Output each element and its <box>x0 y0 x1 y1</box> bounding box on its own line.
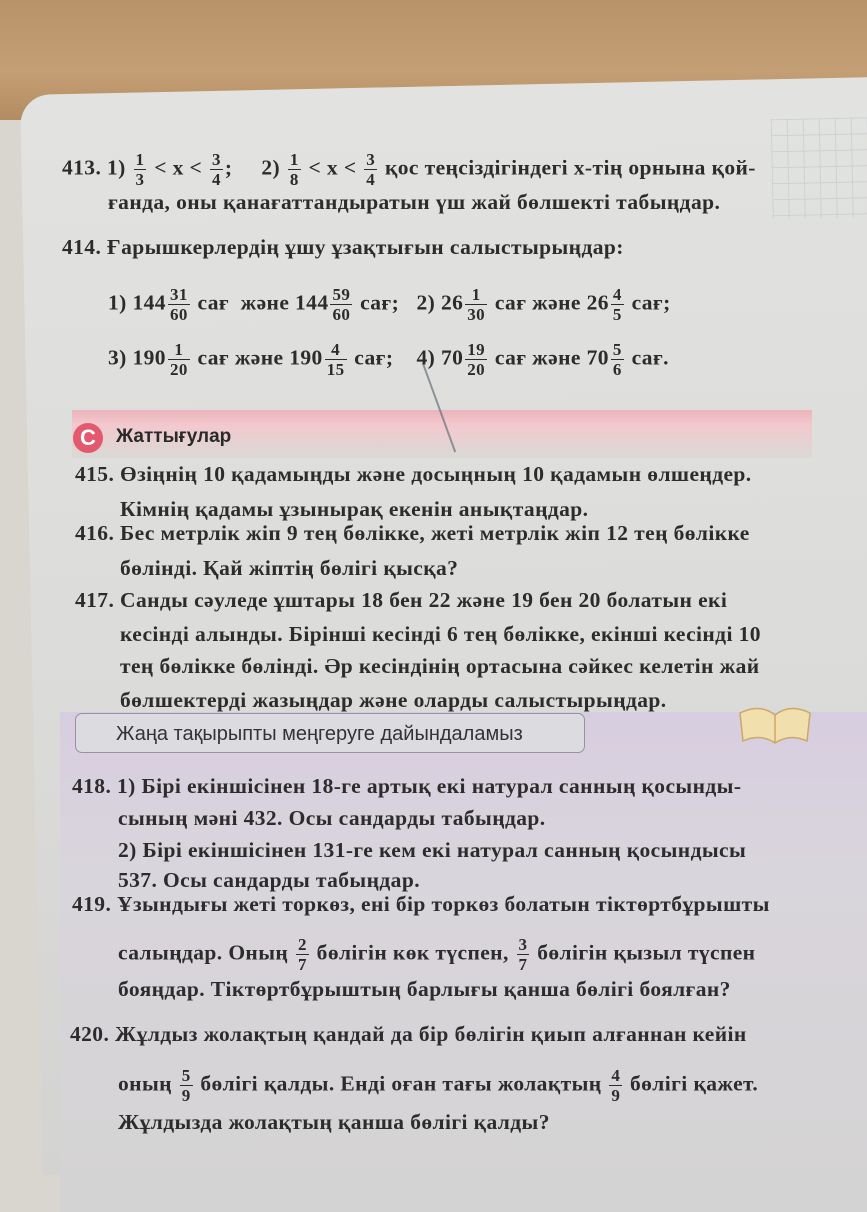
denominator: 5 <box>612 305 622 324</box>
denominator: 4 <box>366 170 376 189</box>
denominator: 7 <box>297 955 307 974</box>
text-segment: бөлшектерді жазыңдар және оларды салыстырыңдар. <box>120 688 667 712</box>
denominator: 30 <box>467 305 486 324</box>
problem-417-line <box>120 688 667 713</box>
fraction <box>180 1066 193 1105</box>
text-segment: бөлігі қажет. <box>624 1071 759 1096</box>
denominator: 3 <box>135 170 145 189</box>
text-segment: сының мәні 432. Осы сандарды табыңдар. <box>118 806 546 830</box>
text-segment: қос теңсіздігіндегі x-тің орнына қой- <box>379 155 756 180</box>
text-segment: сағ және 70 <box>489 345 609 370</box>
problem-413-line <box>62 150 756 189</box>
text-segment: бояңдар. Тіктөртбұрыштың барлығы қанша бөлігі боялған? <box>118 977 731 1001</box>
denominator: 4 <box>211 170 221 189</box>
denominator: 15 <box>326 360 345 379</box>
text-segment: ғанда, оны қанағаттандыратын үш жай бөлшекті табыңдар. <box>108 190 721 214</box>
text-segment: сағ; <box>625 290 671 315</box>
denominator: 9 <box>181 1086 191 1105</box>
text-segment: сағ және 144 <box>191 290 329 315</box>
text-segment: кесінді алынды. Бірінші кесінді 6 тең бөлікке, екінші кесінді 10 <box>120 622 761 646</box>
numerator: 2 <box>297 935 307 954</box>
text-segment: оның <box>118 1071 178 1096</box>
numerator: 5 <box>612 340 622 359</box>
numerator: 4 <box>611 1066 621 1085</box>
problem-number: 418. <box>72 774 112 798</box>
fraction <box>609 1066 622 1105</box>
fraction <box>288 150 301 189</box>
problem-414-line <box>108 340 669 379</box>
fraction <box>134 150 147 189</box>
text-segment: < x < <box>302 155 363 180</box>
fraction <box>168 340 190 379</box>
text-segment: бөлігін қызыл түспен <box>531 940 756 965</box>
section-title: Жаттығулар <box>116 426 232 447</box>
text-segment: сағ; 4) 70 <box>348 345 464 370</box>
open-book-icon <box>735 703 815 745</box>
problem-number: 415. <box>75 462 115 486</box>
numerator: 4 <box>612 285 622 304</box>
problem-420-line <box>70 1022 747 1047</box>
denominator: 20 <box>169 360 188 379</box>
text-segment: Ғарышкерлердің ұшу ұзақтығын салыстырыңдар: <box>107 235 624 259</box>
text-segment: 1) Бірі екіншісінен 18-ге артық екі натурал санның қосынды- <box>117 774 742 798</box>
text-segment: салыңдар. Оның <box>118 940 294 965</box>
text-segment: 1) <box>107 155 132 180</box>
fraction <box>210 150 223 189</box>
text-segment: 537. Осы сандарды табыңдар. <box>118 868 420 892</box>
problem-number: 420. <box>70 1022 110 1046</box>
problem-418-line <box>118 838 746 863</box>
problem-418-line <box>72 774 741 799</box>
problem-416-line <box>120 556 458 581</box>
numerator: 5 <box>181 1066 191 1085</box>
graph-paper-corner <box>771 117 867 219</box>
problem-415-line <box>120 497 588 522</box>
text-segment: < x < <box>148 155 208 180</box>
text-segment: Ұзындығы жеті торкөз, ені бір торкөз болатын тіктөртбұрышты <box>117 892 770 916</box>
fraction <box>465 340 487 379</box>
fraction <box>168 285 190 324</box>
numerator: 4 <box>325 340 347 360</box>
text-segment: 1) 144 <box>108 290 166 315</box>
prep-box-title: Жаңа тақырыпты меңгеруге дайындаламыз <box>75 713 585 753</box>
text-segment: сағ және 26 <box>489 290 609 315</box>
numerator: 3 <box>366 150 376 169</box>
numerator: 3 <box>211 150 221 169</box>
text-segment: тең бөлікке бөлінді. Әр кесіндінің ортасына сәйкес келетін жай <box>120 654 760 678</box>
text-segment: 2) Бірі екіншісінен 131-ге кем екі натурал санның қосындысы <box>118 838 747 862</box>
text-segment: 3) 190 <box>108 345 166 370</box>
problem-number: 417. <box>75 588 115 612</box>
fraction <box>330 285 352 324</box>
denominator: 6 <box>612 360 622 379</box>
problem-number: 416. <box>75 521 115 545</box>
numerator: 1 <box>465 285 487 305</box>
denominator: 8 <box>289 170 299 189</box>
denominator: 60 <box>169 305 188 324</box>
problem-418-line <box>118 806 546 831</box>
fraction <box>465 285 487 324</box>
problem-419-line <box>118 977 731 1002</box>
problem-417-line <box>120 622 761 647</box>
text-segment: сағ және 190 <box>191 345 323 370</box>
text-segment: бөлігі қалды. Енді оған тағы жолақтың <box>194 1071 608 1096</box>
fraction <box>517 935 530 974</box>
problem-417-line <box>120 654 760 679</box>
text-segment: ; 2) <box>224 155 286 180</box>
numerator: 19 <box>467 340 486 359</box>
text-segment: Санды сәуледе ұштары 18 бен 22 және 19 бен 20 болатын екі <box>120 588 728 612</box>
problem-413-line <box>108 190 720 215</box>
text-segment: Өзіңнің 10 қадамыңды және досыңның 10 қадамын өлшеңдер. <box>120 462 752 486</box>
numerator: 59 <box>332 285 351 304</box>
problem-414-line <box>62 235 624 260</box>
problem-415-line <box>75 462 752 487</box>
text-segment: Бес метрлік жіп 9 тең бөлікке, жеті метрлік жіп 12 тең бөлікке <box>120 521 750 545</box>
denominator: 20 <box>467 360 486 379</box>
section-c-icon: С <box>73 423 103 453</box>
text-segment: Жұлдыз жолақтың қандай да бір бөлігін қиып алғаннан кейін <box>115 1022 747 1046</box>
problem-419-line <box>118 935 755 974</box>
numerator: 1 <box>135 150 145 169</box>
problem-420-line <box>118 1110 550 1135</box>
fraction <box>364 150 377 189</box>
problem-416-line <box>75 521 750 546</box>
denominator: 9 <box>611 1086 621 1105</box>
problem-number: 413. <box>62 155 102 180</box>
problem-417-line <box>75 588 727 613</box>
text-segment: Кімнің қадамы ұзынырақ екенін анықтаңдар. <box>120 497 589 521</box>
denominator: 7 <box>518 955 528 974</box>
numerator: 1 <box>168 340 190 360</box>
fraction <box>611 285 624 324</box>
fraction <box>325 340 347 379</box>
text-segment: бөлінді. Қай жіптің бөлігі қысқа? <box>120 556 459 580</box>
text-segment: бөлігін көк түспен, <box>310 940 515 965</box>
problem-420-line <box>118 1066 758 1105</box>
text-segment: сағ. <box>625 345 669 370</box>
problem-414-line <box>108 285 671 324</box>
fraction <box>296 935 309 974</box>
problem-418-line <box>118 868 420 893</box>
numerator: 3 <box>518 935 528 954</box>
problem-number: 414. <box>62 235 102 259</box>
numerator: 31 <box>169 285 188 304</box>
text-segment: Жұлдызда жолақтың қанша бөлігі қалды? <box>118 1110 550 1134</box>
text-segment: сағ; 2) 26 <box>354 290 464 315</box>
numerator: 1 <box>289 150 299 169</box>
denominator: 60 <box>332 305 351 324</box>
problem-419-line <box>72 892 770 917</box>
fraction <box>611 340 624 379</box>
problem-number: 419. <box>72 892 112 916</box>
